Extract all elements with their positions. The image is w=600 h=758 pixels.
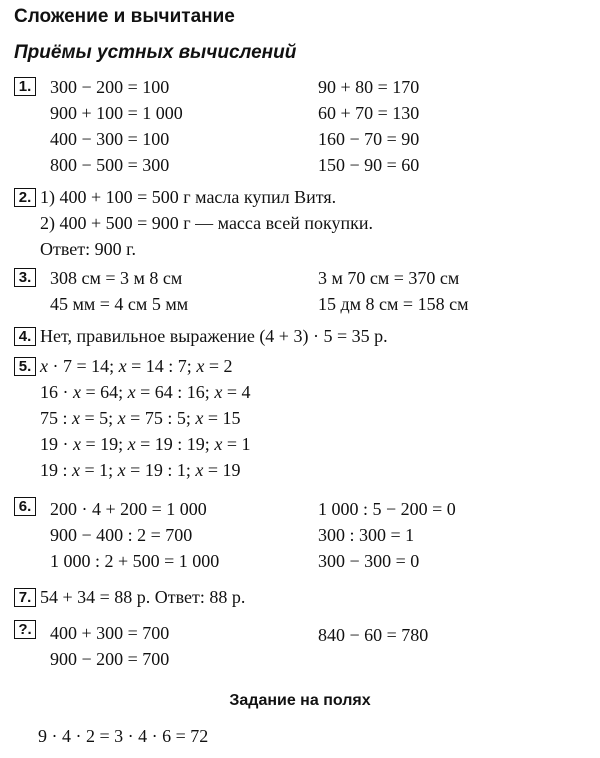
margin-task-title: Задание на полях [229, 692, 371, 709]
margin-task-line: 9 · 4 · 2 = 3 · 4 · 6 = 72 [38, 726, 209, 746]
task-5-line-3: 75 : x = 5; x = 75 : 5; x = 15 [40, 408, 241, 428]
task-5-line-5: 19 : x = 1; x = 19 : 1; x = 19 [40, 460, 241, 480]
task-5-line-2: 16 · x = 64; x = 64 : 16; x = 4 [40, 382, 251, 402]
task-1-right-line-4: 150 − 90 = 60 [318, 155, 420, 175]
task-number-5: 5. [14, 357, 36, 376]
task-number-3: 3. [14, 268, 36, 287]
task-question-left-line-1: 400 + 300 = 700 [50, 623, 170, 643]
task-1-left-line-4: 800 − 500 = 300 [50, 155, 170, 175]
task-1-right-line-2: 60 + 70 = 130 [318, 103, 420, 123]
task-3-right-line-1: 3 м 70 см = 370 см [318, 268, 460, 288]
task-6-right-line-1: 1 000 : 5 − 200 = 0 [318, 499, 456, 519]
task-number-6: 6. [14, 497, 36, 516]
task-3-right-line-2: 15 дм 8 см = 158 см [318, 294, 469, 314]
task-6-right-line-3: 300 − 300 = 0 [318, 551, 420, 571]
task-number-4: 4. [14, 327, 36, 346]
task-2-line-1: 1) 400 + 100 = 500 г масла купил Витя. [40, 187, 337, 207]
task-3-left-line-1: 308 см = 3 м 8 см [50, 268, 183, 288]
task-question-right-line-1: 840 − 60 = 780 [318, 625, 429, 645]
task-1-right-line-1: 90 + 80 = 170 [318, 77, 420, 97]
task-6-left-line-1: 200 · 4 + 200 = 1 000 [50, 499, 207, 519]
task-6-left-line-3: 1 000 : 2 + 500 = 1 000 [50, 551, 220, 571]
page-title: Сложение и вычитание [14, 6, 235, 27]
task-4-line: Нет, правильное выражение (4 + 3) · 5 = 35 р. [40, 326, 388, 346]
task-7-line: 54 + 34 = 88 р. Ответ: 88 р. [40, 587, 246, 607]
task-3-left-line-2: 45 мм = 4 см 5 мм [50, 294, 189, 314]
section-subtitle: Приёмы устных вычислений [14, 42, 297, 63]
task-question-left-line-2: 900 − 200 = 700 [50, 649, 170, 669]
task-1-right-line-3: 160 − 70 = 90 [318, 129, 420, 149]
task-number-question: ?. [14, 620, 36, 639]
task-number-1: 1. [14, 77, 36, 96]
task-number-2: 2. [14, 188, 36, 207]
task-1-left-line-1: 300 − 200 = 100 [50, 77, 170, 97]
task-6-right-line-2: 300 : 300 = 1 [318, 525, 415, 545]
task-5-line-4: 19 · x = 19; x = 19 : 19; x = 1 [40, 434, 251, 454]
task-number-7: 7. [14, 588, 36, 607]
task-1-left-line-2: 900 + 100 = 1 000 [50, 103, 183, 123]
task-5-line-1: x · 7 = 14; x = 14 : 7; x = 2 [40, 356, 233, 376]
task-2-line-2: 2) 400 + 500 = 900 г — масса всей покупки. [40, 213, 373, 233]
task-1-left-line-3: 400 − 300 = 100 [50, 129, 170, 149]
task-6-left-line-2: 900 − 400 : 2 = 700 [50, 525, 193, 545]
task-2-answer: Ответ: 900 г. [40, 239, 136, 259]
